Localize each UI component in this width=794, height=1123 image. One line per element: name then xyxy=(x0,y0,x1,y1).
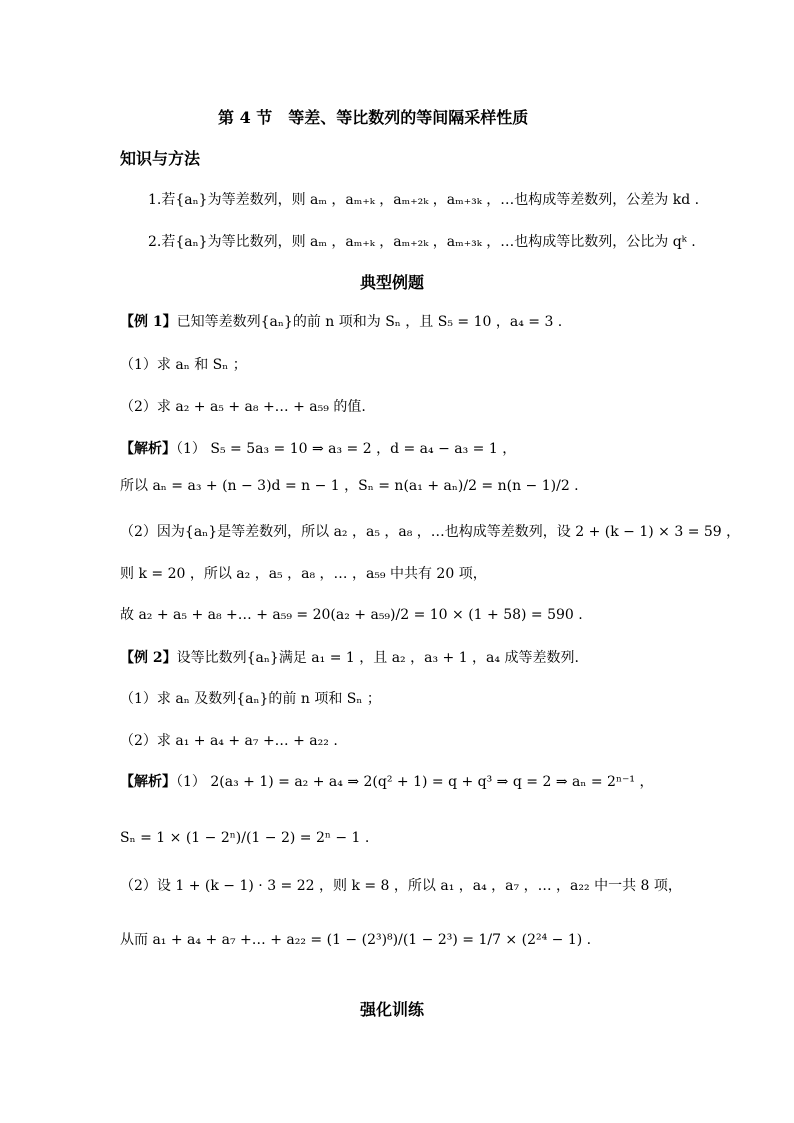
example-1-solution-line-1-text: （1） S₅ = 5a₃ = 10 ⇒ a₃ = 2 ，d = a₄ − a₃ = 1 ， xyxy=(176,441,517,457)
section-heading-practice-text: 强化训练 xyxy=(360,1000,425,1019)
example-1-question-1-text: （1）求 aₙ 和 Sₙ ； xyxy=(120,357,247,373)
example-1-stem xyxy=(120,312,562,332)
example-1-solution-line-4-text: 则 k = 20 ，所以 a₂ ，a₅ ，a₈ ，… ，a₅₉ 中共有 20 项， xyxy=(120,566,487,582)
example-1-tag: 【例 1】 xyxy=(120,314,177,330)
example-1-solution-line-5 xyxy=(120,605,583,625)
knowledge-item-2-text: 2.若{aₙ}为等比数列，则 aₘ ，aₘ₊ₖ ，aₘ₊₂ₖ ，aₘ₊₃ₖ ，…也构成等比数列，公比为 qᵏ . xyxy=(148,234,696,250)
example-1-solution-line-3-text: （2）因为{aₙ}是等差数列，所以 a₂ ，a₅ ，a₈ ，…也构成等差数列，设 2 + (k − 1) × 3 = 59 ， xyxy=(120,524,741,540)
example-1-solution-tag: 【解析】 xyxy=(120,441,176,457)
example-2-question-2-text: （2）求 a₁ + a₄ + a₇ +… + a₂₂ . xyxy=(120,733,338,749)
example-1-stem-text: 已知等差数列{aₙ}的前 n 项和为 Sₙ ，且 S₅ = 10 ，a₄ = 3 . xyxy=(176,314,563,330)
example-2-question-1-text: （1）求 aₙ 及数列{aₙ}的前 n 项和 Sₙ ； xyxy=(120,691,381,707)
example-2-solution-line-2 xyxy=(120,828,369,848)
example-2-tag: 【例 2】 xyxy=(120,650,177,666)
example-2-question-1 xyxy=(120,689,381,709)
section-heading-knowledge-text: 知识与方法 xyxy=(120,149,201,168)
example-2-solution-line-4-text: 从而 a₁ + a₄ + a₇ +… + a₂₂ = (1 − (2³)⁸)/(1 − 2³) = 1/7 × (2²⁴ − 1) . xyxy=(120,932,592,948)
section-heading-practice xyxy=(360,1000,424,1020)
example-2-solution-line-3 xyxy=(120,876,682,896)
example-1-solution-line-2-text: 所以 aₙ = a₃ + (n − 3)d = n − 1 ，Sₙ = n(a₁ + aₙ)/2 = n(n − 1)/2 . xyxy=(120,478,579,494)
page-title-text: 第 4 节 等差、等比数列的等间隔采样性质 xyxy=(218,108,529,127)
example-2-solution-line-1 xyxy=(120,772,653,792)
example-1-solution-line-4 xyxy=(120,564,487,584)
example-1-question-1 xyxy=(120,355,247,375)
page-title xyxy=(218,108,528,128)
example-2-solution-line-2-text: Sₙ = 1 × (1 − 2ⁿ)/(1 − 2) = 2ⁿ − 1 . xyxy=(120,830,370,846)
example-1-solution-line-1 xyxy=(120,439,516,459)
section-heading-knowledge xyxy=(120,149,200,169)
example-1-solution-line-3 xyxy=(120,522,740,542)
section-heading-examples-text: 典型例题 xyxy=(360,273,425,292)
example-2-stem xyxy=(120,648,579,668)
example-2-solution-line-4 xyxy=(120,930,591,950)
example-2-solution-line-1-text: （1） 2(a₃ + 1) = a₂ + a₄ ⇒ 2(q² + 1) = q + q³ ⇒ q = 2 ⇒ aₙ = 2ⁿ⁻¹ ， xyxy=(176,774,654,790)
knowledge-item-2 xyxy=(148,232,696,252)
example-2-solution-tag: 【解析】 xyxy=(120,774,176,790)
section-heading-examples xyxy=(360,273,424,293)
example-2-stem-text: 设等比数列{aₙ}满足 a₁ = 1 ，且 a₂ ，a₃ + 1 ，a₄ 成等差数列. xyxy=(176,650,579,666)
knowledge-item-1-text: 1.若{aₙ}为等差数列，则 aₘ ，aₘ₊ₖ ，aₘ₊₂ₖ ，aₘ₊₃ₖ ，…也构成等差数列，公差为 kd . xyxy=(148,192,700,208)
example-1-question-2-text: （2）求 a₂ + a₅ + a₈ +… + a₅₉ 的值. xyxy=(120,399,366,415)
example-1-solution-line-5-text: 故 a₂ + a₅ + a₈ +… + a₅₉ = 20(a₂ + a₅₉)/2 = 10 × (1 + 58) = 590 . xyxy=(120,607,583,623)
example-2-question-2 xyxy=(120,731,338,751)
example-1-question-2 xyxy=(120,397,366,417)
knowledge-item-1 xyxy=(148,190,699,210)
example-1-solution-line-2 xyxy=(120,476,579,496)
example-2-solution-line-3-text: （2）设 1 + (k − 1) · 3 = 22 ，则 k = 8 ，所以 a₁ ，a₄ ，a₇ ，… ，a₂₂ 中一共 8 项， xyxy=(120,878,682,894)
